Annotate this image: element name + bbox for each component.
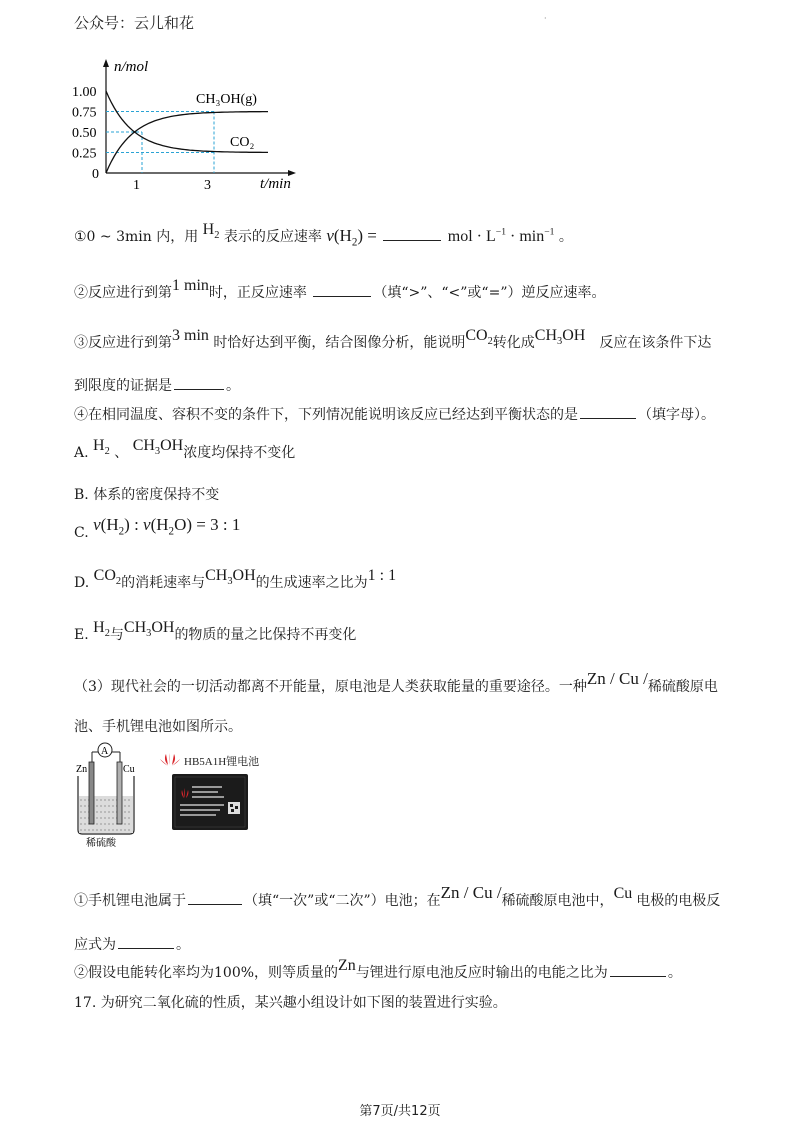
answer-blank-6[interactable] [118, 947, 174, 949]
svg-text:Cu: Cu [123, 764, 135, 775]
question-3: ③反应进行到第3 min 时恰好达到平衡，结合图像分析，能说明$CO_2$转化成$CH_3OH$ 反应在该条件下达 [74, 327, 712, 351]
y-tick-label: 0.25 [72, 146, 97, 162]
svg-text:A: A [101, 746, 109, 757]
svg-text:HB5A1H锂电池: HB5A1H锂电池 [184, 756, 260, 768]
page-number: 第7页/共12页 [359, 1104, 441, 1119]
question-7: ②假设电能转化率均为100%，则等质量的Zn与锂进行原电池反应时输出的电能之比为 。 [74, 957, 682, 981]
decorative-dot: · [544, 14, 547, 23]
curve-methanol-label: CH₃OH(g) [196, 92, 257, 107]
cu-electrode [117, 762, 122, 824]
answer-blank-7[interactable] [610, 975, 666, 977]
x-axis-label: t/min [260, 176, 291, 192]
zn-electrode [89, 762, 94, 824]
y-axis-arrow [103, 59, 109, 67]
y-tick-label: 0 [92, 167, 99, 182]
formula-h2: $H_2$ [202, 221, 220, 242]
galvanic-cell-figure [70, 740, 150, 848]
curve-co2-label: CO₂ [230, 135, 255, 150]
answer-blank-5[interactable] [188, 903, 242, 905]
dashed-guides [106, 112, 214, 174]
option-a: A. $H_2$ 、 $CH_3OH$浓度均保持不变化 [74, 437, 296, 461]
question-2: ②反应进行到第1 min时，正反应速率 （填“>”、“<”或“=”）逆反应速率。 [74, 277, 606, 301]
option-d: D. $CO_2$的消耗速率与$CH_3OH$的生成速率之比为1 : 1 [74, 567, 397, 591]
y-tick-label: 0.50 [72, 126, 97, 141]
answer-blank-4[interactable] [580, 417, 636, 419]
y-tick-label: 0.75 [72, 105, 97, 121]
answer-blank-2[interactable] [313, 295, 371, 297]
x-tick-1: 1 [133, 178, 140, 193]
y-axis-label: n/mol [114, 59, 149, 75]
y-tick-labels [72, 85, 99, 182]
time-3min: 3 min [172, 327, 209, 344]
formula-ch3oh: $CH_3OH$ [534, 327, 586, 348]
concentration-time-graph [70, 55, 310, 195]
option-e: E. $H_2$与$CH_3OH$的物质的量之比保持不再变化 [74, 619, 357, 643]
question-1: ①0 ~ 3min 内，用 $H_2$ 表示的反应速率 $v(H_2)$ = mol · $L^{-1} \cdot \min^{-1}$ 。 [74, 221, 573, 249]
question-part-3-cont: 池、手机锂电池如图所示。 [74, 719, 242, 735]
formula-zn-cu: Zn / Cu / [586, 669, 648, 688]
question-part-3: （3）现代社会的一切活动都离不开能量，原电池是人类获取能量的重要途径。一种Zn / Cu /稀硫酸原电 [74, 669, 718, 695]
option-b: B. 体系的密度保持不变 [74, 487, 220, 503]
time-1min: 1 min [172, 277, 209, 294]
huawei-logo-icon [160, 753, 180, 766]
phone-battery-figure [156, 750, 264, 832]
x-tick-3: 3 [204, 178, 211, 193]
y-tick-label: 1.00 [72, 85, 97, 100]
option-c: C. $v(H_2)$ : $v(H_2O) = 3$ : 1 [74, 515, 241, 541]
svg-text:稀硫酸: 稀硫酸 [86, 838, 116, 848]
formula-rate-h2: $v(H_2)$ = [326, 226, 377, 249]
source-header: 公众号：云儿和花 [74, 14, 195, 32]
question-6-cont: 应式为 。 [74, 937, 190, 953]
formula-co2: $CO_2$ [465, 327, 493, 348]
answer-blank-3[interactable] [174, 388, 224, 390]
question-4: ④在相同温度、容积不变的条件下，下列情况能说明该反应已经达到平衡状态的是 （填字母）。 [74, 407, 715, 423]
question-6: ①手机锂电池属于 （填“一次”或“二次”）电池；在Zn / Cu /稀硫酸原电池中，Cu 电极的电极反 [74, 883, 721, 909]
question-3-cont: 到限度的证据是 。 [74, 378, 240, 394]
answer-blank-1[interactable] [383, 239, 441, 241]
svg-text:Zn: Zn [76, 764, 88, 775]
question-17: 17. 为研究二氧化硫的性质，某兴趣小组设计如下图的装置进行实验。 [74, 995, 507, 1011]
